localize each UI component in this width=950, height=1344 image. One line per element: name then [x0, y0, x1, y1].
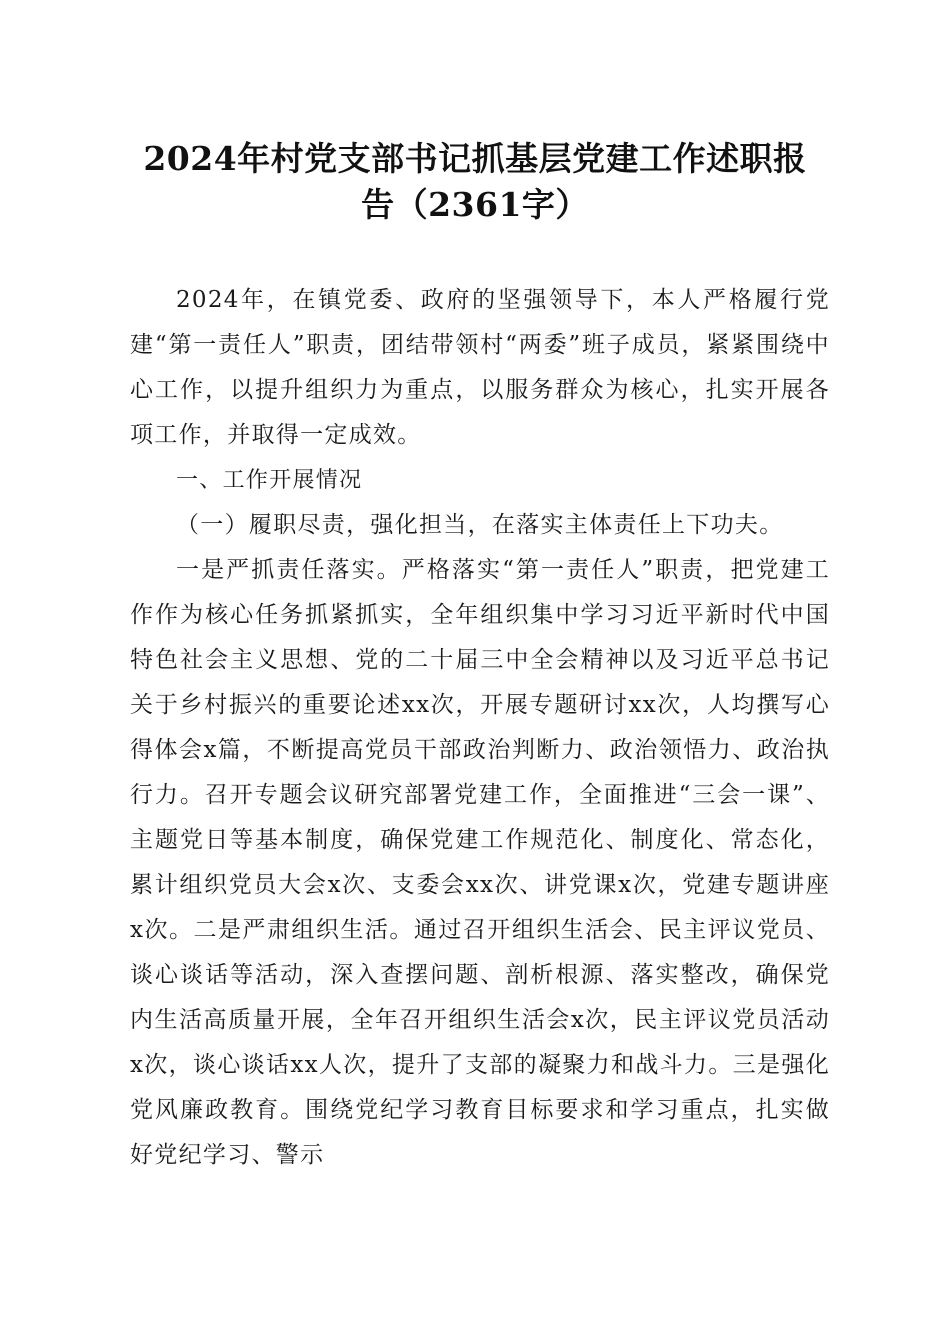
- document-title: [100, 136, 850, 228]
- document-title-line-1: 2024年村党支部书记抓基层党建工作述职报: [143, 139, 807, 178]
- section-heading-1: 一、工作开展情况: [176, 468, 363, 493]
- intro-paragraph: 2024年，在镇党委、政府的坚强领导下，本人严格履行党建“第一责任人”职责，团结带领村“两委”班子成员，紧紧围绕中心工作，以提升组织力为重点，以服务群众为核心，扎实开展各项工作，并取得一定成效。: [130, 287, 830, 448]
- document-body: [130, 278, 830, 1178]
- document-title-line-2: 告（2361字）: [361, 185, 589, 224]
- subsection-1-paragraph: 一是严抓责任落实。严格落实“第一责任人”职责，把党建工作作为核心任务抓紧抓实，全年组织集中学习习近平新时代中国特色社会主义思想、党的二十届三中全会精神以及习近平总书记关于乡村振兴的重要论述xx次，开展专题研讨xx次，人均撰写心得体会x篇，不断提高党员干部政治判断力、政治领悟力、政治执行力。召开专题会议研究部署党建工作，全面推进“三会一课”、主题党日等基本制度，确保党建工作规范化、制度化、常态化，累计组织党员大会x次、支委会xx次、讲党课x次，党建专题讲座x次。二是严肃组织生活。通过召开组织生活会、民主评议党员、谈心谈话等活动，深入查摆问题、剖析根源、落实整改，确保党内生活高质量开展，全年召开组织生活会x次，民主评议党员活动x次，谈心谈话xx人次，提升了支部的凝聚力和战斗力。三是强化党风廉政教育。围绕党纪学习教育目标要求和学习重点，扎实做好党纪学习、警示: [130, 557, 830, 1168]
- subsection-heading-1: （一）履职尽责，强化担当，在落实主体责任上下功夫。: [176, 512, 784, 538]
